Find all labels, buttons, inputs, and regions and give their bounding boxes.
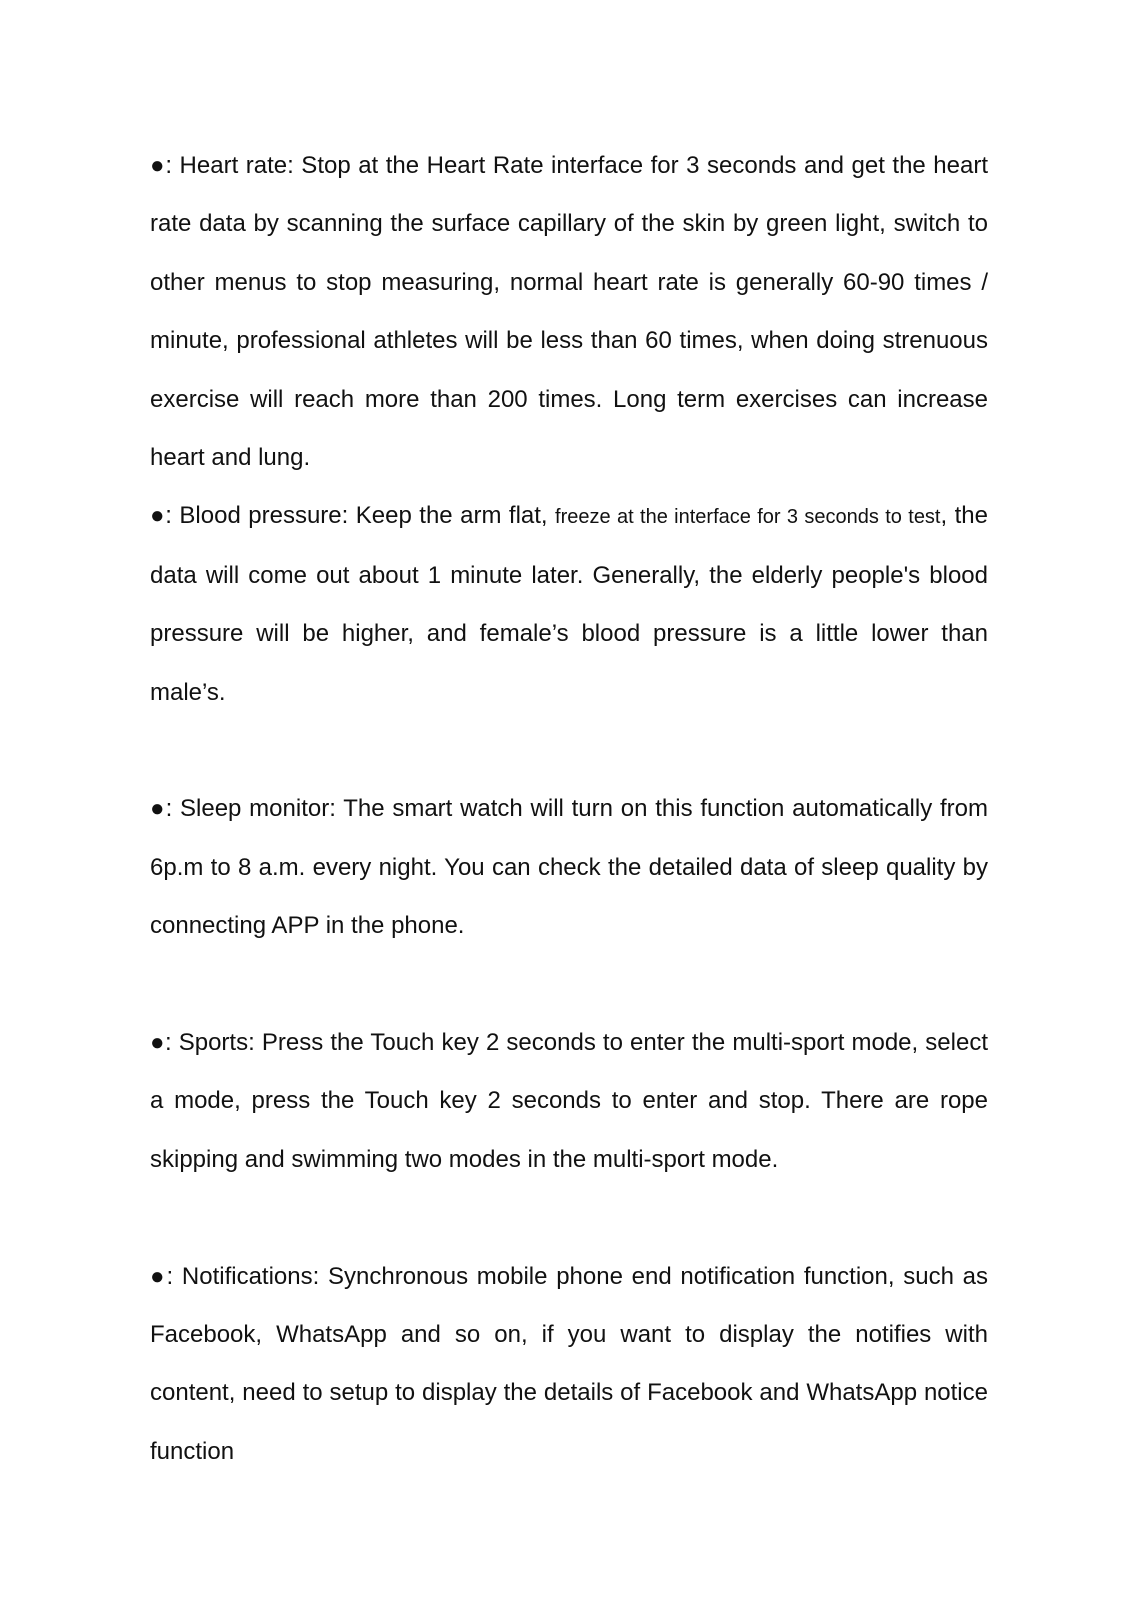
paragraph-spacer xyxy=(150,1189,988,1247)
paragraph-sleep-monitor: ●: Sleep monitor: The smart watch will turn on this function automatically from 6p.m to 8 a.m. every night. You can check the detailed data of sleep quality by connecting APP in the phone. xyxy=(150,795,988,940)
paragraph-spacer xyxy=(150,722,988,780)
blood-pressure-text-end: , the data will come out about 1 minute later. Generally, the elderly people's blood pressure will be higher, and female’s blood pressure is a little lower than male’s. xyxy=(150,502,988,706)
paragraph-blood-pressure xyxy=(150,487,988,722)
paragraph-heart-rate: ●: Heart rate: Stop at the Heart Rate interface for 3 seconds and get the heart rate data by scanning the surface capillary of the skin by green light, switch to other menus to stop measuring, normal heart rate is generally 60-90 times / minute, professional athletes will be less than 60 times, when doing strenuous exercise will reach more than 200 times. Long term exercises can increase heart and lung. xyxy=(150,152,988,472)
blood-pressure-text-small: freeze at the interface for 3 seconds to test xyxy=(555,506,941,529)
paragraph-sports: ●: Sports: Press the Touch key 2 seconds to enter the multi-sport mode, select a mode, press the Touch key 2 seconds to enter and stop. There are rope skipping and swimming two modes in the multi-sport mode. xyxy=(150,1029,988,1173)
paragraph-spacer xyxy=(150,956,988,1014)
paragraph-notifications: ●: Notifications: Synchronous mobile phone end notification function, such as Facebook, WhatsApp and so on, if you want to display the notifies with content, need to setup to display the details of Facebook and WhatsApp notice function xyxy=(150,1262,988,1465)
document-body xyxy=(150,137,988,1481)
blood-pressure-text-start: ●: Blood pressure: Keep the arm flat, xyxy=(150,502,556,530)
